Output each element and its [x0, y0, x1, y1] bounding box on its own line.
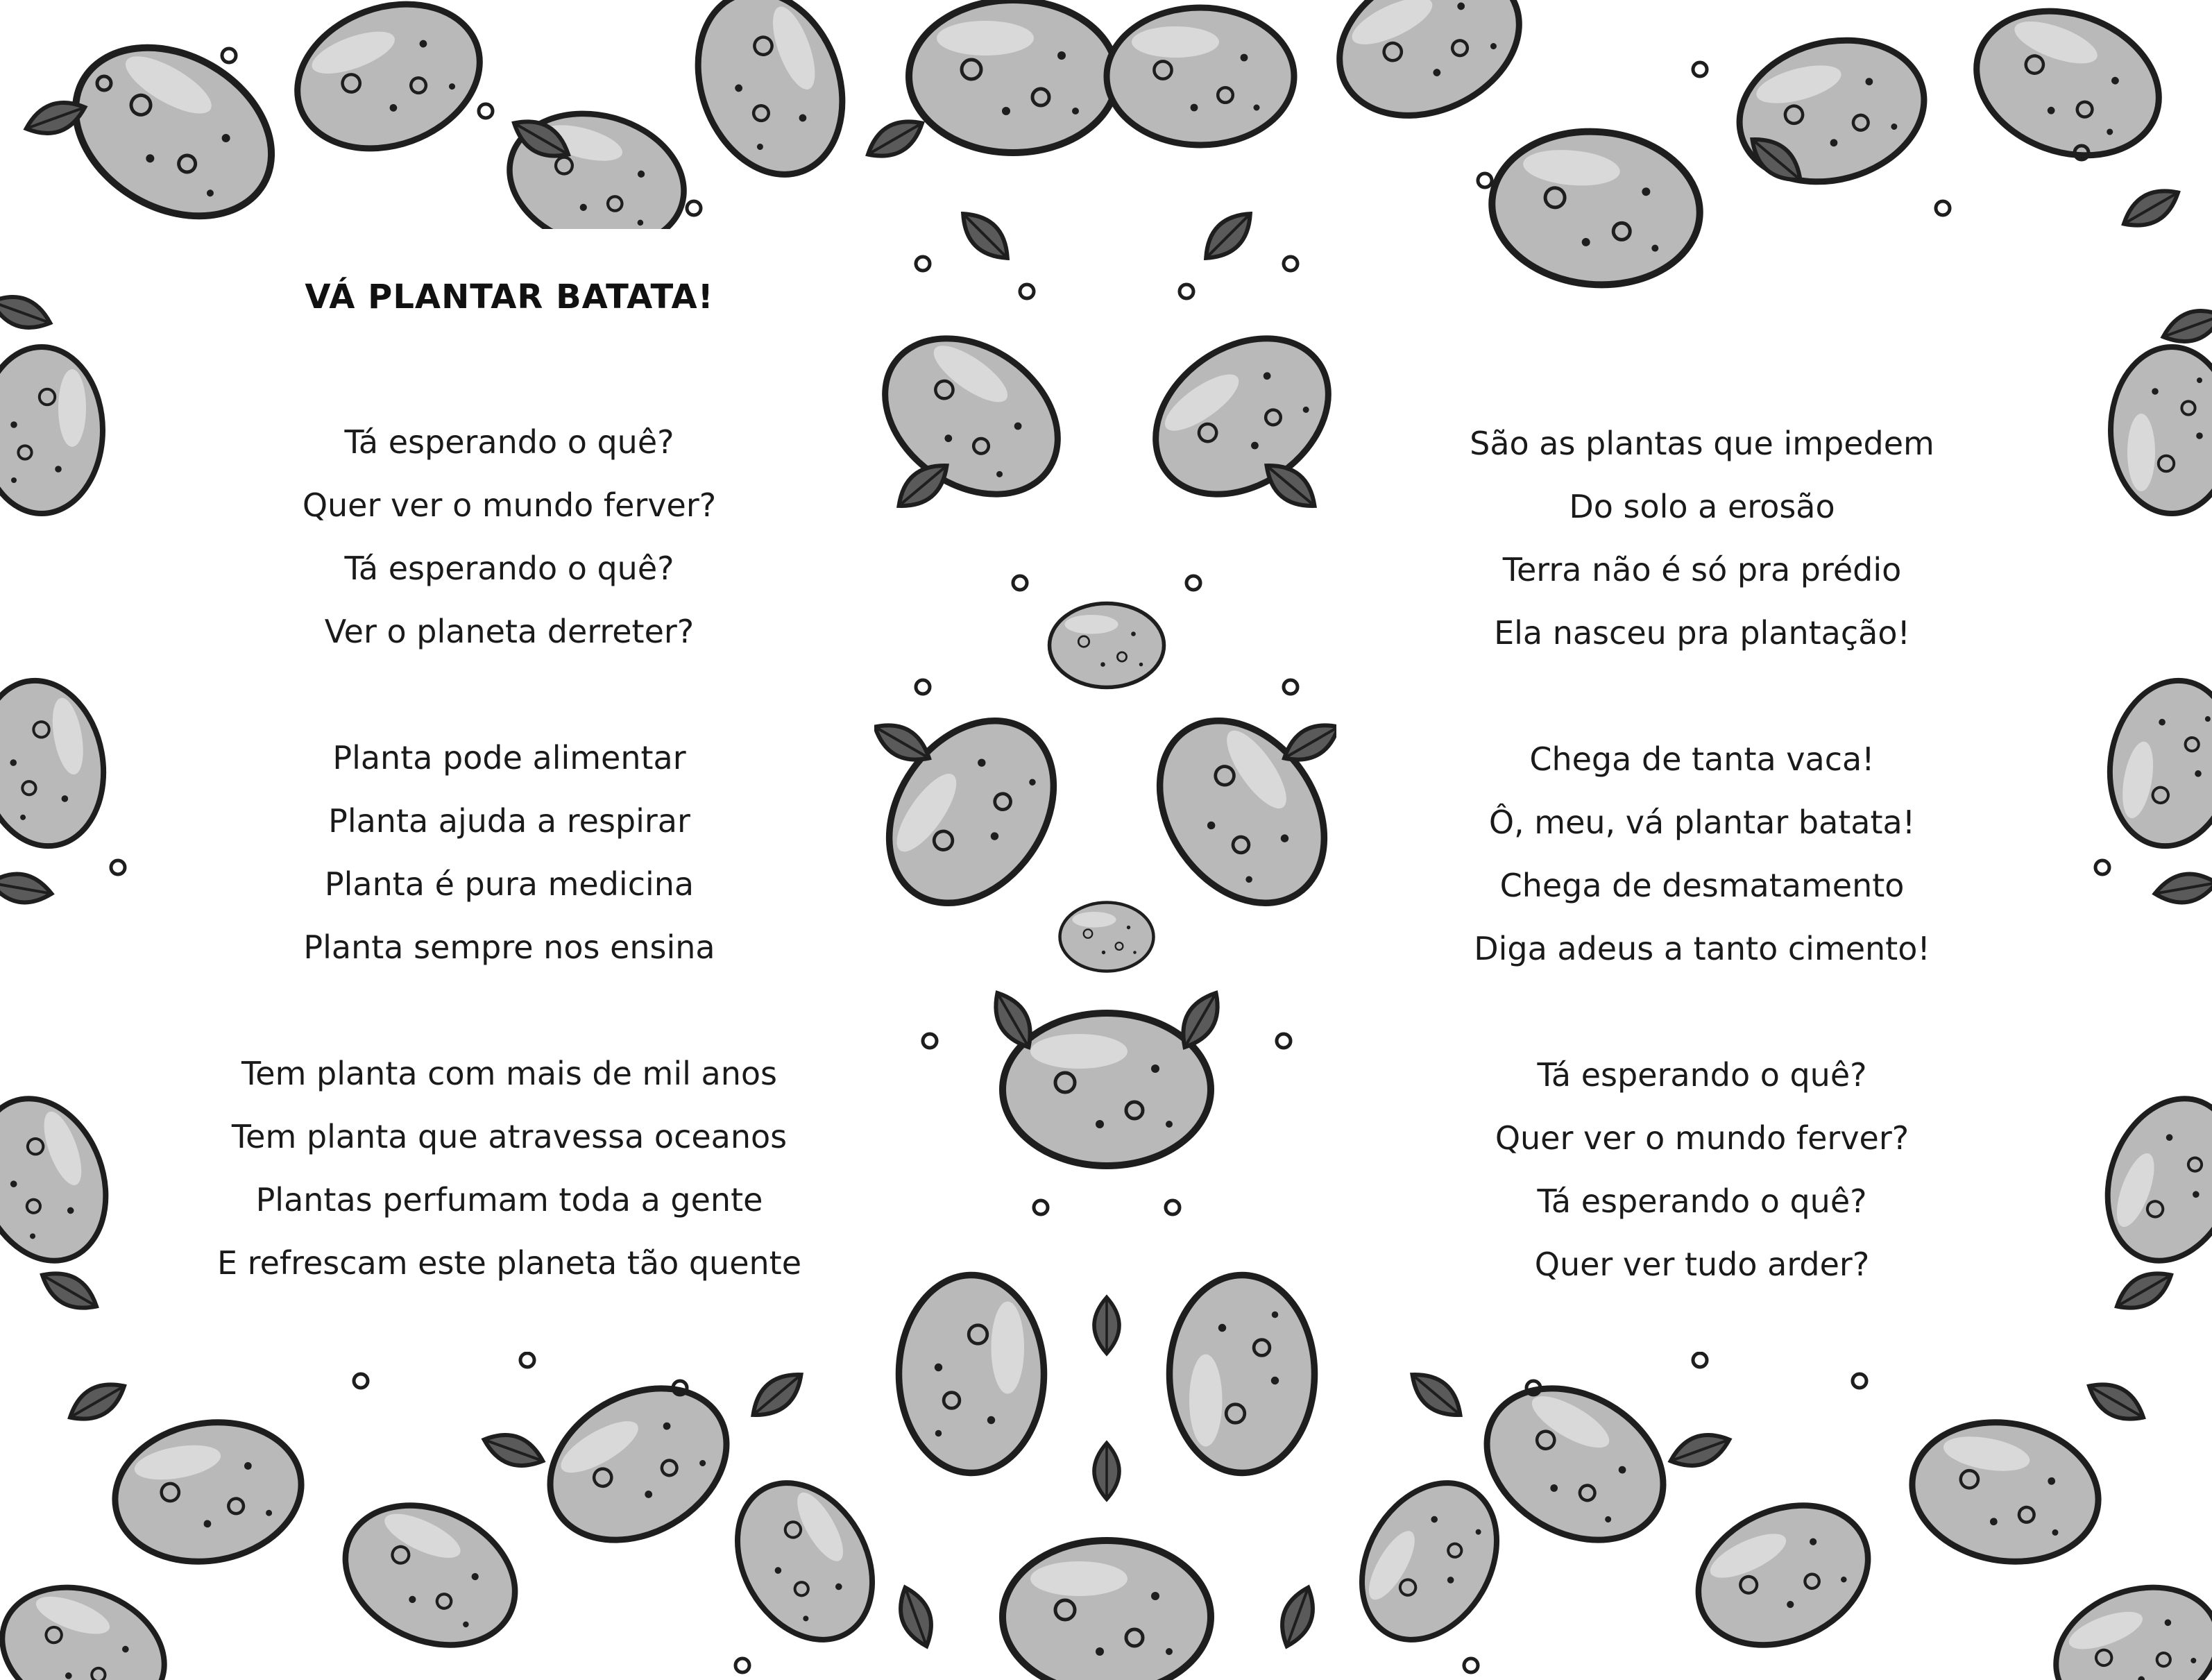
potato-icon — [1676, 1479, 1891, 1671]
stanza — [1336, 412, 2068, 665]
leaf-icon — [2110, 1263, 2178, 1318]
verse-line: Ela nasceu pra plantação! — [1494, 614, 1910, 652]
leaf-icon — [2159, 303, 2212, 350]
potato-icon — [45, 14, 302, 251]
potato-icon — [323, 1479, 538, 1671]
verse-line: Ô, meu, vá plantar batata! — [1488, 804, 1916, 841]
dot-icon — [1166, 1200, 1180, 1214]
verse-line: Planta pode alimentar — [332, 739, 686, 777]
verse-line: Terra não é só pra prédio — [1502, 551, 1902, 588]
potato-icon — [1003, 1541, 1211, 1680]
dot-icon — [1936, 201, 1950, 215]
dot-icon — [1180, 285, 1193, 298]
verse-line: Do solo a erosão — [1569, 488, 1835, 525]
verse-line: Planta ajuda a respirar — [328, 802, 690, 840]
leaf-icon — [479, 1427, 547, 1474]
leaf-icon — [1094, 1443, 1119, 1500]
potato-icon — [1003, 1013, 1211, 1166]
potato-icon — [1126, 306, 1359, 526]
right-stanzas — [1336, 412, 2068, 1359]
verse-line: E refrescam este planeta tão quente — [217, 1244, 801, 1282]
dot-icon — [354, 1374, 368, 1388]
potato-icon — [1107, 8, 1294, 145]
potato-icon — [104, 1408, 312, 1576]
left-poem-panel — [144, 229, 874, 1352]
leaf-icon — [1196, 204, 1260, 268]
leaf-icon — [2152, 869, 2212, 907]
poem-title: VÁ PLANTAR BATATA! — [305, 278, 714, 316]
leaf-icon — [745, 1364, 810, 1425]
verse-line: Tá esperando o quê? — [344, 423, 674, 461]
leaf-icon — [892, 1583, 939, 1651]
dot-icon — [1284, 680, 1298, 694]
potato-icon — [711, 1459, 899, 1664]
potato-icon — [523, 1358, 754, 1570]
verse-line: Planta é pura medicina — [324, 865, 695, 903]
left-stanzas — [144, 411, 874, 1358]
dot-icon — [479, 104, 493, 118]
verse-line: Ver o planeta derreter? — [324, 613, 695, 650]
leaf-icon — [35, 1263, 103, 1318]
verse-line: Quer ver tudo arder? — [1534, 1246, 1870, 1283]
right-poem-panel — [1336, 361, 2068, 1352]
potato-icon — [0, 1080, 128, 1279]
leaf-icon — [0, 869, 54, 907]
verse-line: Tem planta que atravessa oceanos — [231, 1118, 788, 1155]
dot-icon — [1020, 285, 1034, 298]
dot-icon — [1277, 1034, 1291, 1048]
leaf-icon — [1094, 1298, 1119, 1354]
potato-icon — [0, 671, 117, 856]
verse-line: Chega de tanta vaca! — [1529, 740, 1875, 778]
dot-icon — [916, 257, 930, 271]
potato-icon — [277, 0, 500, 173]
potato-icon — [1335, 1459, 1524, 1664]
verse-line: Tá esperando o quê? — [1537, 1182, 1867, 1220]
dot-icon — [1464, 1658, 1478, 1672]
verse-line: Planta sempre nos ensina — [303, 928, 715, 966]
dot-icon — [1853, 1374, 1866, 1388]
dot-icon — [2095, 860, 2109, 874]
leaf-icon — [2082, 1374, 2150, 1429]
potato-icon — [899, 1275, 1044, 1473]
leaf-icon — [1274, 1583, 1321, 1651]
potato-icon — [0, 347, 103, 514]
potato-icon — [2086, 1080, 2212, 1279]
potato-icon — [1724, 20, 1940, 201]
dot-icon — [111, 860, 125, 874]
potato-icon — [1050, 604, 1164, 688]
dot-icon — [1034, 1200, 1048, 1214]
potato-icon — [674, 0, 867, 195]
stanza — [1336, 728, 2068, 981]
verse-line: Tá esperando o quê? — [1537, 1056, 1867, 1094]
leaf-icon — [63, 1374, 131, 1429]
dot-icon — [923, 1034, 937, 1048]
potato-icon — [2038, 1566, 2212, 1680]
potato-icon — [2097, 671, 2212, 856]
leaf-icon — [0, 289, 55, 336]
dot-icon — [1284, 257, 1298, 271]
dot-icon — [1186, 576, 1200, 590]
dot-icon — [222, 49, 236, 62]
stanza — [1336, 1044, 2068, 1296]
leaf-icon — [861, 111, 929, 167]
dot-icon — [735, 1658, 749, 1672]
stanza — [144, 727, 874, 979]
potato-icon — [1316, 0, 1543, 144]
verse-line: Quer ver o mundo ferver? — [1495, 1119, 1909, 1157]
leaf-icon — [953, 204, 1017, 268]
leaf-icon — [2117, 180, 2185, 236]
leaf-icon — [1666, 1427, 1734, 1474]
potato-icon — [2111, 347, 2212, 514]
leaf-icon — [1404, 1364, 1470, 1425]
verse-line: Quer ver o mundo ferver? — [302, 486, 717, 524]
potato-icon — [1060, 903, 1154, 971]
potato-icon — [0, 1566, 182, 1680]
verse-line: São as plantas que impedem — [1470, 425, 1934, 462]
potato-icon — [1901, 1408, 2109, 1576]
verse-line: Chega de desmatamento — [1499, 867, 1905, 904]
dot-icon — [1478, 173, 1492, 187]
verse-line: Plantas perfumam toda a gente — [255, 1181, 763, 1219]
potato-icon — [1956, 0, 2179, 180]
dot-icon — [1693, 62, 1707, 76]
potato-icon — [1486, 123, 1706, 293]
verse-line: Diga adeus a tanto cimento! — [1474, 930, 1930, 967]
dot-icon — [687, 201, 701, 215]
potato-icon — [909, 0, 1117, 153]
verse-line: Tá esperando o quê? — [344, 550, 674, 587]
verse-line: Tem planta com mais de mil anos — [241, 1055, 777, 1092]
potato-icon — [856, 306, 1088, 526]
stanza — [144, 411, 874, 663]
dot-icon — [916, 680, 930, 694]
stanza — [144, 1042, 874, 1295]
potato-icon — [1170, 1275, 1315, 1473]
dot-icon — [1013, 576, 1027, 590]
